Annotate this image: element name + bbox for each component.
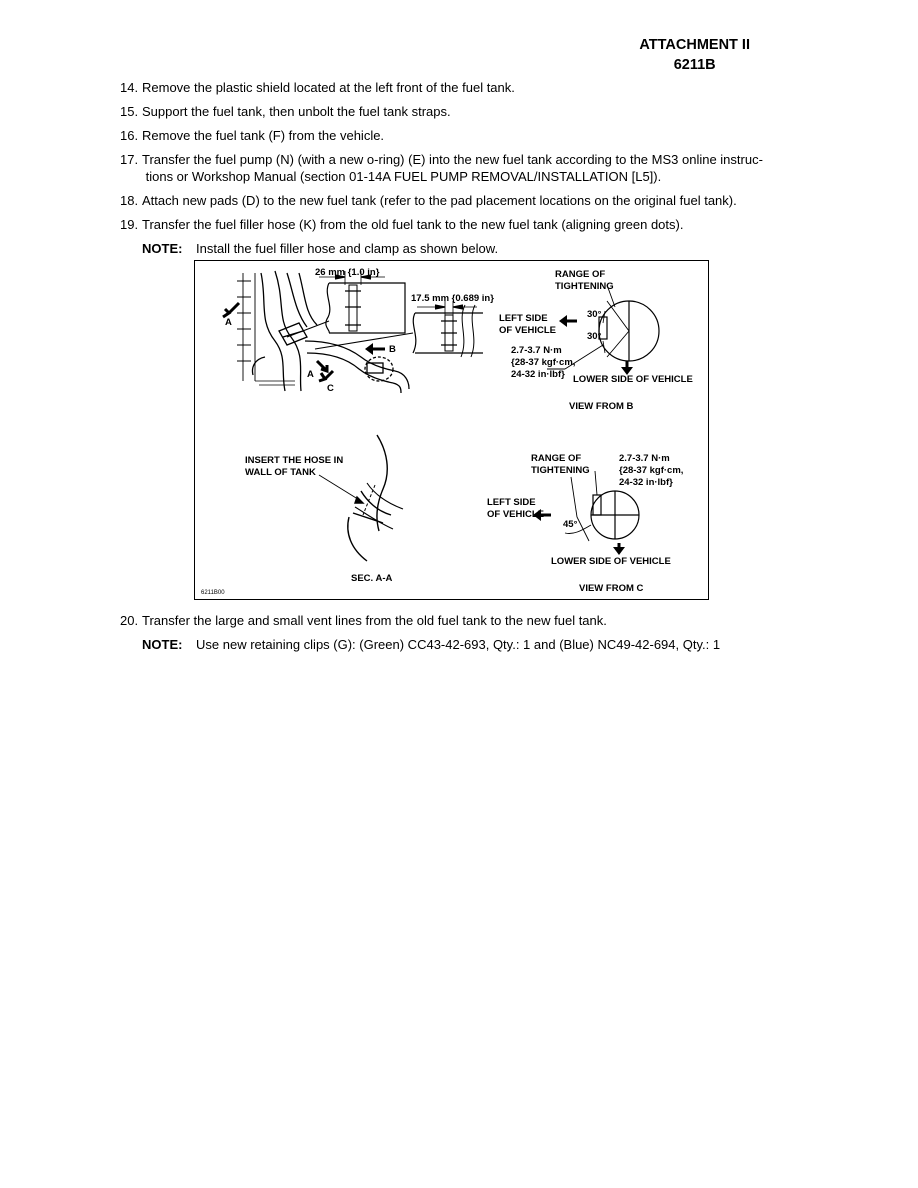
document-number: 6211B xyxy=(673,57,716,73)
note-text: Use new retaining clips (G): (Green) CC43-42-693, Qty.: 1 and (Blue) NC49-42-694, Qty.: 1 xyxy=(196,637,721,652)
left-side-b-line1: LEFT SIDE xyxy=(499,313,548,324)
range-b-line1: RANGE OF xyxy=(555,269,606,280)
attachment-header xyxy=(639,35,750,75)
lower-side-arrowhead-c xyxy=(613,547,625,555)
step-number: 17. xyxy=(120,152,139,167)
range-c-line2: TIGHTENING xyxy=(531,465,590,476)
left-side-arrowhead-b xyxy=(559,315,567,327)
step-number: 20. xyxy=(120,613,139,628)
range-b-line2: TIGHTENING xyxy=(555,281,614,292)
angle-30-upper: 30° xyxy=(587,309,602,320)
section-mark-a-top xyxy=(223,303,239,328)
clamp-detail-26mm xyxy=(287,271,405,337)
insert-hose-line2: WALL OF TANK xyxy=(245,467,316,478)
step-18 xyxy=(120,192,790,209)
section-a-a-drawing xyxy=(319,435,403,561)
mark-c: C xyxy=(327,383,334,394)
mark-b: B xyxy=(389,344,396,355)
step-20 xyxy=(120,612,790,629)
step-text: Transfer the large and small vent lines from the old fuel tank to the new fuel tank. xyxy=(142,613,607,628)
step-15 xyxy=(120,103,790,120)
step-number: 16. xyxy=(120,128,139,143)
mark-a: A xyxy=(225,317,232,328)
attachment-title: ATTACHMENT II xyxy=(639,37,750,53)
step-number: 15. xyxy=(120,104,139,119)
left-side-c-line2: OF VEHICLE xyxy=(487,509,545,520)
lower-side-c: LOWER SIDE OF VEHICLE xyxy=(551,556,671,567)
torque-b-line2: {28-37 kgf·cm, xyxy=(511,357,576,368)
left-side-b-line2: OF VEHICLE xyxy=(499,325,557,336)
range-c-line1: RANGE OF xyxy=(531,453,582,464)
insert-hose-line1: INSERT THE HOSE IN xyxy=(245,455,344,466)
view-mark-b xyxy=(365,343,396,355)
step-text: Remove the plastic shield located at the left front of the fuel tank. xyxy=(142,80,515,95)
step-text: Transfer the fuel pump (N) (with a new o-ring) (E) into the new fuel tank according to the MS3 online instruc- tions or Workshop Manual (section 01-14A FUEL PUMP REMOVAL/INSTALLATION [L5]). xyxy=(142,152,763,184)
step-19 xyxy=(120,216,790,233)
mark-a-2: A xyxy=(307,369,314,380)
view-from-c-label: VIEW FROM C xyxy=(579,583,644,594)
step-number: 19. xyxy=(120,217,139,232)
dimension-17mm: 17.5 mm {0.689 in} xyxy=(411,293,494,304)
torque-b-line1: 2.7-3.7 N·m xyxy=(511,345,562,356)
dimension-26mm: 26 mm {1.0 in} xyxy=(315,267,380,278)
instruction-steps-continued xyxy=(120,612,790,660)
note-label: NOTE: xyxy=(142,637,183,652)
step-text: Attach new pads (D) to the new fuel tank (refer to the pad placement locations on the original fuel tank). xyxy=(142,193,737,208)
step-text: Remove the fuel tank (F) from the vehicle. xyxy=(142,128,385,143)
step-17 xyxy=(120,151,790,185)
view-mark-c xyxy=(319,371,334,394)
left-side-c-line1: LEFT SIDE xyxy=(487,497,536,508)
section-a-a-label: SEC. A-A xyxy=(351,573,393,584)
torque-c-line2: {28-37 kgf·cm, xyxy=(619,465,684,476)
note-text: Install the fuel filler hose and clamp as shown below. xyxy=(196,241,499,256)
step-16 xyxy=(120,127,790,144)
step-number: 14. xyxy=(120,80,139,95)
angle-30-lower: 30° xyxy=(587,331,602,342)
fuel-filler-hose-diagram xyxy=(194,260,709,600)
figure-id: 6211B00 xyxy=(201,590,225,596)
step-14 xyxy=(120,79,790,96)
note-label: NOTE: xyxy=(142,241,183,256)
view-from-b-label: VIEW FROM B xyxy=(569,401,634,412)
step-text: Transfer the fuel filler hose (K) from the old fuel tank to the new fuel tank (aligning green dots). xyxy=(142,217,684,232)
diagram-svg xyxy=(195,261,708,599)
note-20 xyxy=(142,636,790,660)
step-text: Support the fuel tank, then unbolt the fuel tank straps. xyxy=(142,104,451,119)
torque-c-line1: 2.7-3.7 N·m xyxy=(619,453,670,464)
torque-b-line3: 24-32 in·lbf} xyxy=(511,369,565,380)
torque-c-line3: 24-32 in·lbf} xyxy=(619,477,673,488)
lower-side-b: LOWER SIDE OF VEHICLE xyxy=(573,374,693,385)
step-number: 18. xyxy=(120,193,139,208)
instruction-steps xyxy=(120,79,790,264)
angle-45: 45° xyxy=(563,519,578,530)
clamp-detail-17mm xyxy=(315,301,483,357)
